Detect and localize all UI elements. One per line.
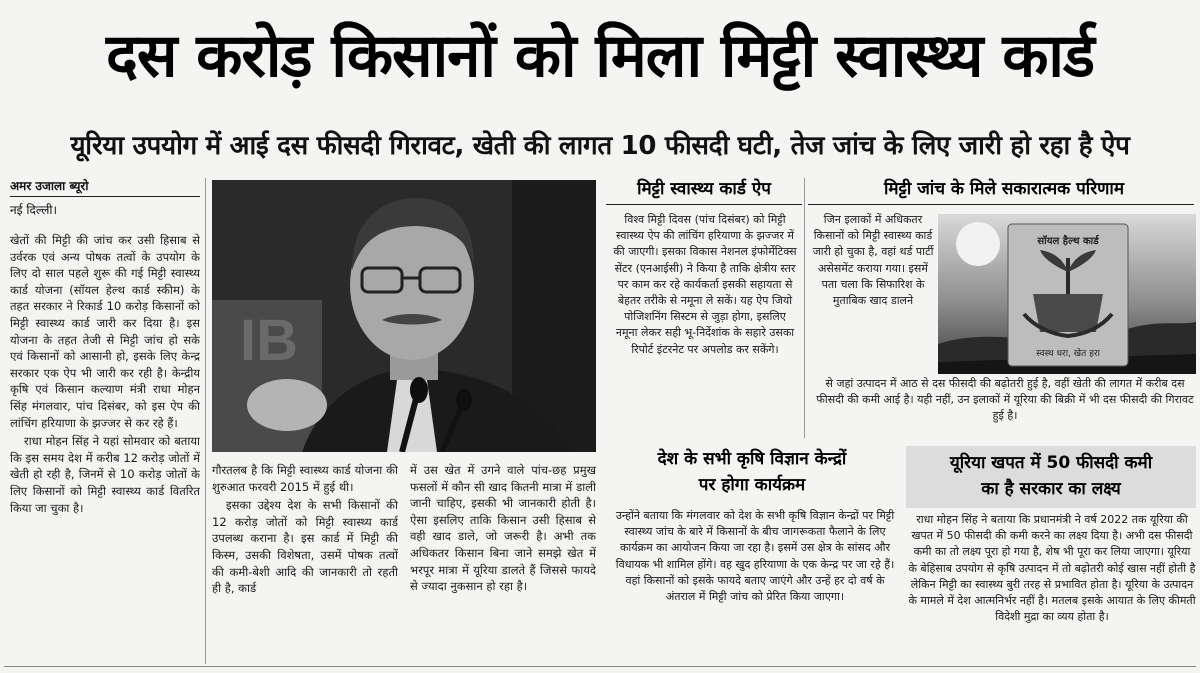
box-urea-text: राधा मोहन सिंह ने बताया कि प्रधानमंत्री ने वर्ष 2022 तक यूरिया की खपत में 50 फीसदी की कमी करने का लक्ष्य दिया है। अभी दस फीसदी कमी का तो लक्ष्य पूरा हो गया है, शेष भी पूरा कर लिया जाएगा। यूरिया के बेहिसाब उपयोग से कृषि उत्पादन में तो बढ़ोतरी कोई खास नहीं होती है लेकिन मिट्टी का स्वास्थ्य बुरी तरह से प्रभावित होता है। यूरिया के उत्पादन के मामले में देश आत्मनिर्भर नहीं है। मतलब इसके आयात के लिए कीमती विदेशी मुद्रा का व्यय होता है। bbox=[908, 513, 1196, 624]
byline-bureau: अमर उजाला ब्यूरो bbox=[10, 179, 89, 193]
center-col1-paragraph-1: गौरतलब है कि मिट्टी स्वास्थ्य कार्ड योजना की शुरुआत फरवरी 2015 में हुई थी। bbox=[212, 463, 398, 494]
box-kvk-text: उन्होंने बताया कि मंगलवार को देश के सभी कृषि विज्ञान केन्द्रों पर मिट्टी स्वास्थ्य जांच के बारे में किसानों के बीच जागरूकता फैलाने के लिए कार्यक्रम का आयोजन किया जा रहा है। इसमें उस क्षेत्र के सांसद और विधायक भी शामिल होंगे। वह खुद हरियाणा के एक केन्द्र पर जा रहे हैं। वहां किसानों को इसके फायदे बताए जाएंगे और उन्हें हर दो वर्ष के अंतराल में मिट्टी जांच को प्रेरित किया जाएगा। bbox=[615, 509, 895, 604]
center-col1-paragraph-2: इसका उद्देश्य देश के सभी किसानों की 12 करोड़ जोतों को मिट्टी स्वास्थ्य कार्ड उपलब्ध कराना है। इस कार्ड में मिट्टी की किस्म, उसकी विशेषता, उसमें पोषक तत्वों की कमी-बेशी आदि की जानकारी तो रहती ही है, कार्ड bbox=[212, 498, 398, 596]
box-app-title-rule bbox=[606, 204, 802, 205]
box-results-title: मिट्टी जांच के मिले सकारात्मक परिणाम bbox=[883, 179, 1125, 199]
lead-paragraph-1: खेतों की मिट्टी की जांच कर उसी हिसाब से उर्वरक एवं अन्य पोषक तत्वों के उपयोग के लिए दो साल पहले शुरू की गई मिट्टी स्वास्थ्य कार्ड योजना (सॉयल हेल्थ कार्ड स्कीम) के तहत सरकार ने रिकार्ड 10 करोड़ किसानों को मिट्टी स्वास्थ्य कार्ड जारी कर दिया है। इस योजना के तहत तेजी से मिट्टी जांच हो सके एवं किसानों को आसानी हो, इसके लिए केन्द्र सरकार एक ऐप भी जारी कर रही है। केन्द्रीय कृषि एवं किसान कल्याण मंत्री राधा मोहन सिंह मंगलवार, पांच दिसंबर, को इस ऐप की लांचिंग हरियाणा के झज्जर से कर रहे हैं। bbox=[10, 233, 200, 430]
box-app-text: विश्व मिट्टी दिवस (पांच दिसंबर) को मिट्टी स्वास्थ्य ऐप की लांचिंग हरियाणा के झज्जर में की जाएगी। इसका विकास नेशनल इंफोर्मेटिक्स सेंटर (एनआईसी) ने किया है ताकि क्षेत्रीय स्तर पर काम कर रहे कार्यकर्ता इसकी सहायता से बेहतर तरीके से नमूना ले सकें। यह ऐप जियो पोजिशनिंग सिस्टम से जुड़ा होगा, इसलिए नमूना लेकर सही भू-निर्देशांक के सहारे उसका रिपोर्ट इंटरनेट पर अपलोड कर सकेंगे। bbox=[613, 213, 797, 356]
bottom-rule bbox=[4, 666, 1196, 667]
center-column-2 bbox=[410, 462, 596, 662]
dateline: नई दिल्ली। bbox=[10, 203, 58, 217]
box-results-title-rule bbox=[808, 204, 1194, 205]
logo-top-text: सॉयल हैल्थ कार्ड bbox=[1037, 236, 1099, 247]
center-col2-paragraph-1: में उस खेत में उगने वाले पांच-छह प्रमुख फसलों में कौन सी खाद कितनी मात्रा में डाली जानी चाहिए, इसकी भी जानकारी होती है। ऐसा इसलिए ताकि किसान उसी हिसाब से वही खाद डाले, जो जरूरी है। अभी तक अधिकतर किसान बिना जाने समझे खेत में भरपूर मात्रा में यूरिया डालते हैं जिससे फायदे से ज्यादा नुकसान हो रहा है। bbox=[410, 463, 596, 594]
column-divider bbox=[205, 178, 206, 664]
box-kvk-title-line-2: पर होगा कार्यक्रम bbox=[698, 475, 806, 495]
lead-column bbox=[10, 232, 200, 664]
logo-bottom-text: स्वस्थ धरा, खेत हरा bbox=[1036, 349, 1100, 359]
photo-backdrop-letters: IB bbox=[240, 308, 298, 373]
box-urea-title-line-2: का है सरकार का लक्ष्य bbox=[981, 479, 1121, 499]
headline: दस करोड़ किसानों को मिला मिट्टी स्वास्थ्य कार्ड bbox=[105, 21, 1095, 91]
minister-photo bbox=[212, 180, 596, 452]
soil-health-card-graphic bbox=[938, 214, 1196, 374]
minister-photo-graphic bbox=[212, 180, 596, 452]
box-results-text-bottom: से जहां उत्पादन में आठ से दस फीसदी की बढ़ोतरी हुई है, वहीं खेती की लागत में करीब दस फीसदी की कमी आई है। यही नहीं, उन इलाकों में यूरिया की बिक्री में भी दस फीसदी की गिरावट हुई है। bbox=[816, 377, 1194, 423]
soil-health-card-image bbox=[938, 214, 1196, 374]
lead-paragraph-2: राधा मोहन सिंह ने यहां सोमवार को बताया कि इस समय देश में करीब 12 करोड़ जोतों में खेती हो रही है, जिनमें से 10 करोड़ जोतों के लिए किसानों को मिट्टी स्वास्थ्य कार्ड वितरित किया जा चुका है। bbox=[10, 434, 200, 515]
box-app-title: मिट्टी स्वास्थ्य कार्ड ऐप bbox=[637, 179, 771, 199]
box-divider bbox=[804, 178, 805, 438]
byline-rule bbox=[10, 196, 200, 197]
subheadline: यूरिया उपयोग में आई दस फीसदी गिरावट, खेती की लागत 10 फीसदी घटी, तेज जांच के लिए जारी हो रहा है ऐप bbox=[70, 131, 1130, 161]
box-results-text-left: जिन इलाकों में अधिकतर किसानों को मिट्टी स्वास्थ्य कार्ड जारी हो चुका है, वहां थर्ड पार्टी असेसमेंट कराया गया। इसमें पता चला कि सिफारिश के मुताबिक खाद डालने bbox=[812, 213, 934, 308]
center-column-1 bbox=[212, 462, 398, 662]
box-kvk-title-line-1: देश के सभी कृषि विज्ञान केन्द्रों bbox=[657, 449, 847, 469]
box-urea-title-line-1: यूरिया खपत में 50 फीसदी कमी bbox=[949, 453, 1153, 473]
